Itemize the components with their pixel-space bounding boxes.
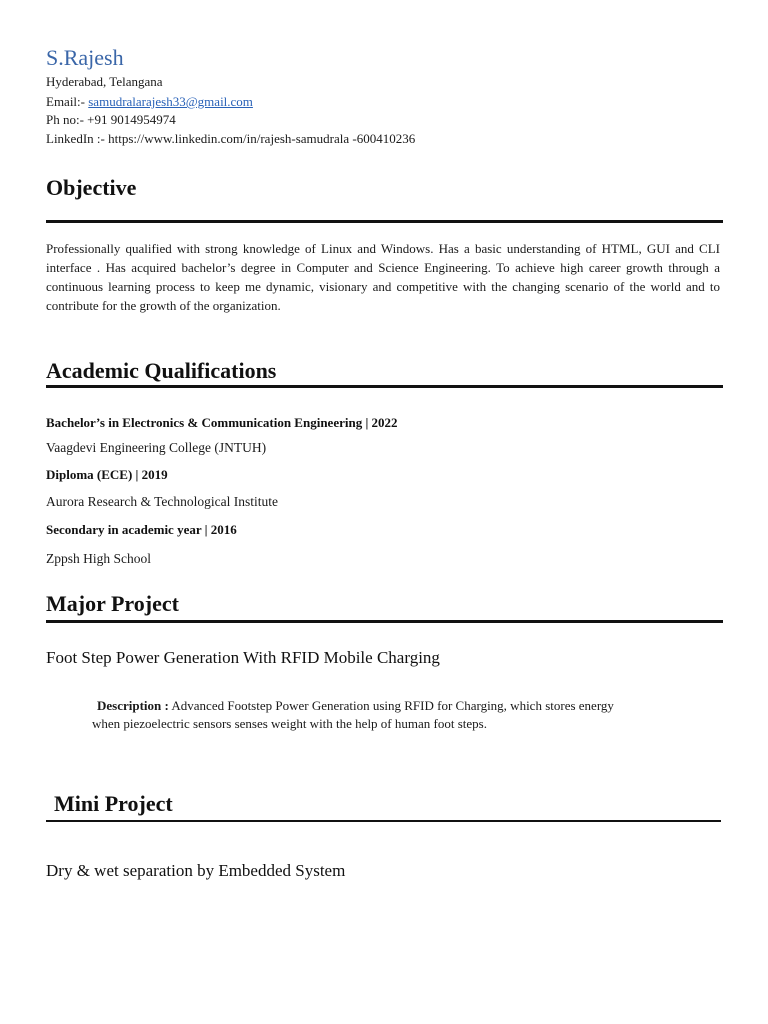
objective-heading: Objective xyxy=(46,175,137,200)
major-project-heading: Major Project xyxy=(46,591,179,616)
objective-divider xyxy=(46,220,723,223)
academic-divider xyxy=(46,385,723,388)
major-project-title: Foot Step Power Generation With RFID Mobile Charging xyxy=(46,648,440,667)
academic-heading: Academic Qualifications xyxy=(46,358,277,383)
qualification-institution: Aurora Research & Technological Institute xyxy=(46,494,278,509)
mini-project-title: Dry & wet separation by Embedded System xyxy=(46,861,346,880)
linkedin: LinkedIn :- https://www.linkedin.com/in/rajesh-samudrala -600410236 xyxy=(46,131,416,146)
major-project-description xyxy=(92,697,722,733)
objective-text: Professionally qualified with strong knowledge of Linux and Windows. Has a basic understanding of HTML, GUI and CLI interface . Has acquired bachelor’s degree in Computer and Science Engineering. To achieve high career growth through a continuous learning process to keep me dynamic, visionary and competitive with the changing scenario of the world and to contribute for the growth of the organization. xyxy=(46,241,720,313)
major-project-divider xyxy=(46,620,723,623)
qualification-institution: Zppsh High School xyxy=(46,551,152,566)
qualification-institution: Vaagdevi Engineering College (JNTUH) xyxy=(46,440,267,455)
description-line-1: Advanced Footstep Power Generation using RFID for Charging, which stores energy xyxy=(168,698,614,713)
description-label: Description : xyxy=(97,698,169,713)
description-line-2: when piezoelectric sensors senses weight with the help of human foot steps. xyxy=(92,716,487,731)
phone: Ph no:- +91 9014954974 xyxy=(46,112,176,127)
email-label: Email:- xyxy=(46,94,89,109)
qualification-title: Secondary in academic year | 2016 xyxy=(46,522,237,537)
candidate-name: S.Rajesh xyxy=(46,45,124,70)
qualification-title: Bachelor’s in Electronics & Communication Engineering | 2022 xyxy=(46,415,398,430)
mini-project-divider xyxy=(46,820,721,822)
email-line xyxy=(46,94,253,110)
location: Hyderabad, Telangana xyxy=(46,74,163,89)
qualification-title: Diploma (ECE) | 2019 xyxy=(46,467,168,482)
email-link[interactable]: samudralarajesh33@gmail.com xyxy=(88,94,253,109)
mini-project-heading: Mini Project xyxy=(54,791,173,816)
